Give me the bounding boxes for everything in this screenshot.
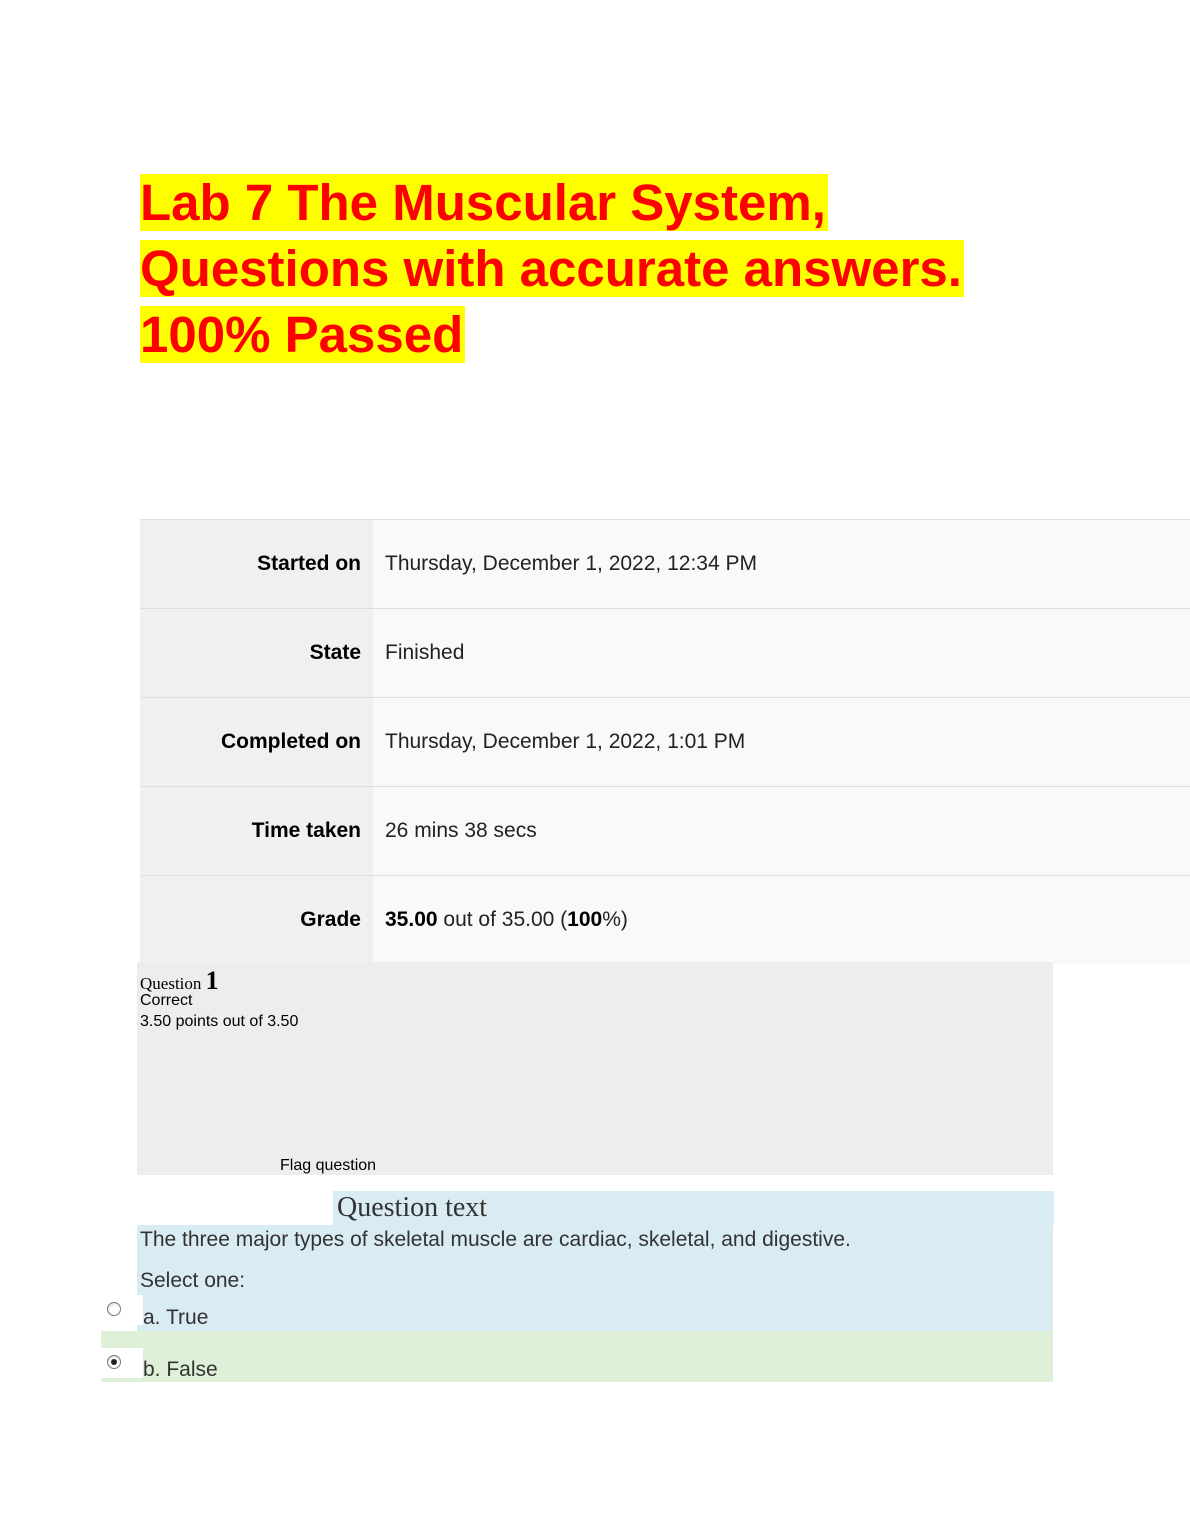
option-a-radio-box[interactable] — [101, 1295, 143, 1325]
option-b-radio-selected[interactable] — [107, 1355, 121, 1369]
summary-value: Thursday, December 1, 2022, 1:01 PM — [373, 698, 1190, 786]
question-text-heading: Question text — [333, 1191, 1054, 1225]
document-title — [140, 170, 964, 368]
select-one-label: Select one: — [140, 1269, 246, 1292]
grade-percent: 100 — [567, 908, 603, 931]
summary-value: Finished — [373, 609, 1190, 697]
summary-row-time-taken — [140, 787, 1190, 876]
summary-value: 26 mins 38 secs — [373, 787, 1190, 875]
title-line-1: Lab 7 The Muscular System, — [140, 174, 826, 231]
title-line-2: Questions with accurate answers. — [140, 240, 962, 297]
summary-value: Thursday, December 1, 2022, 12:34 PM — [373, 520, 1190, 608]
grade-value — [373, 876, 1190, 964]
summary-row-state — [140, 609, 1190, 698]
grade-out-of: out of 35.00 ( — [437, 908, 568, 931]
summary-label: Grade — [140, 876, 373, 964]
option-b-radio-box[interactable] — [101, 1348, 143, 1378]
correct-answer-highlight — [101, 1331, 1053, 1382]
summary-label: Completed on — [140, 698, 373, 786]
option-a-label[interactable]: a. True — [143, 1306, 209, 1329]
summary-label: Started on — [140, 520, 373, 608]
question-prefix: Question — [140, 974, 206, 993]
title-line-3: 100% Passed — [140, 306, 464, 363]
summary-row-grade — [140, 876, 1190, 964]
summary-row-completed — [140, 698, 1190, 787]
option-b-label[interactable]: b. False — [143, 1358, 218, 1381]
attempt-summary-table — [140, 519, 1190, 964]
question-body — [137, 1225, 1053, 1331]
question-prompt: The three major types of skeletal muscle are cardiac, skeletal, and digestive. — [140, 1228, 851, 1251]
question-state: Correct — [140, 992, 193, 1009]
grade-score: 35.00 — [385, 908, 438, 931]
summary-label: Time taken — [140, 787, 373, 875]
question-number-value: 1 — [205, 966, 219, 995]
summary-label: State — [140, 609, 373, 697]
grade-suffix: %) — [602, 908, 628, 931]
option-a-radio[interactable] — [107, 1302, 121, 1316]
summary-row-started — [140, 520, 1190, 609]
question-grade: 3.50 points out of 3.50 — [140, 1013, 299, 1030]
question-info-box — [137, 962, 1053, 1175]
flag-question-link[interactable]: Flag question — [280, 1157, 377, 1174]
